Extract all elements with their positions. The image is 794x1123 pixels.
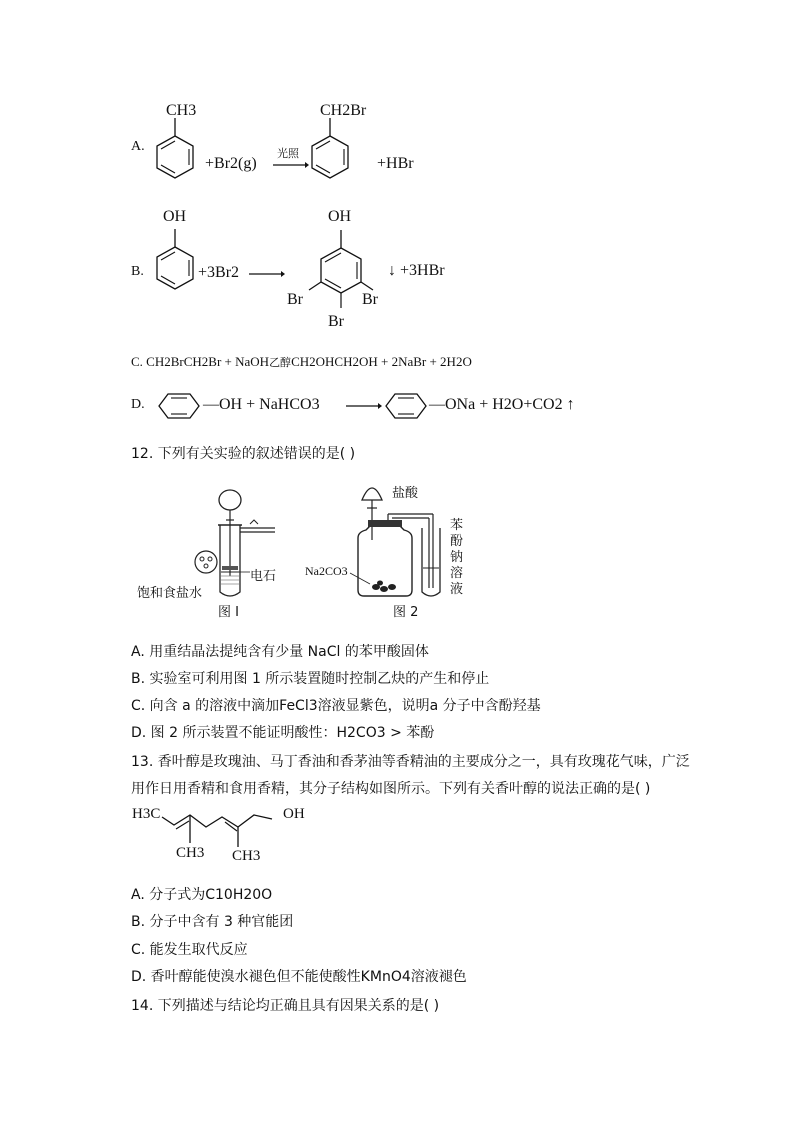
q13-option-d: D. 香叶醇能使溴水褪色但不能使酸性KMnO4溶液褪色: [131, 969, 467, 985]
tribromophenol-br-right: Br: [362, 291, 378, 308]
option-a-letter: A.: [131, 139, 145, 154]
phenol-structure: [150, 225, 200, 305]
option-d-left: —OH + NaHCO3: [203, 396, 320, 413]
q13-option-c: C. 能发生取代反应: [131, 942, 248, 958]
q13-stem-line-1: 13. 香叶醇是玫瑰油、马丁香油和香茅油等香精油的主要成分之一，具有玫瑰花气味，广泛: [131, 754, 690, 770]
fig2-acid-label: 盐酸: [392, 486, 419, 501]
option-b-arrow: [249, 269, 285, 279]
option-b-reagent: +3Br2: [198, 264, 240, 281]
q12-option-b: B. 实验室可利用图 1 所示装置随时控制乙炔的产生和停止: [131, 671, 490, 687]
toluene-structure: [150, 108, 200, 193]
option-c-condition: 乙醇: [269, 356, 292, 369]
fig2-phenoxide-char-4: 溶: [450, 566, 464, 581]
geraniol-h3c-label: H3C: [132, 806, 161, 822]
fig1-caption: 图 I: [218, 605, 239, 620]
q13-option-b: B. 分子中含有 3 种官能团: [131, 914, 294, 930]
option-d-arrow: [346, 401, 382, 411]
tribromophenol-br-left: Br: [287, 291, 303, 308]
option-b-letter: B.: [131, 264, 144, 279]
tribromophenol-oh-label: OH: [328, 208, 352, 225]
geraniol-ch3-a-label: CH3: [176, 845, 205, 861]
fig2-phenoxide-char-3: 钠: [450, 550, 464, 565]
option-a-reagent: +Br2(g): [205, 155, 257, 172]
fig2-phenoxide-char-1: 苯: [450, 518, 464, 533]
fig1-brine-label: 饱和食盐水: [137, 586, 203, 601]
option-d-letter: D.: [131, 397, 145, 412]
fig1-carbide-label: 电石: [250, 569, 277, 584]
option-a-byproduct: +HBr: [377, 155, 414, 172]
phenoxide-ring-d: [384, 392, 428, 420]
option-b-byproduct: ↓ +3HBr: [388, 262, 445, 279]
option-c-letter: C.: [131, 354, 143, 369]
option-d-right: —ONa + H2O+CO2 ↑: [429, 396, 575, 413]
geraniol-ch3-b-label: CH3: [232, 848, 261, 864]
option-c-line: [131, 354, 472, 370]
option-a-arrow: [273, 160, 309, 170]
tribromophenol-br-bottom: Br: [328, 313, 344, 330]
option-a-condition: 光照: [277, 147, 299, 160]
q12-option-a: A. 用重结晶法提纯含有少量 NaCl 的苯甲酸固体: [131, 644, 429, 660]
phenol-ring-d: [157, 392, 201, 420]
benzyl-bromide-structure: [305, 108, 355, 193]
q12-option-c: C. 向含 a 的溶液中滴加FeCl3溶液显紫色，说明a 分子中含酚羟基: [131, 698, 541, 714]
q14-stem: 14. 下列描述与结论均正确且具有因果关系的是( ): [131, 998, 440, 1014]
benzyl-ch2br-label: CH2Br: [320, 102, 367, 119]
q13-option-a: A. 分子式为C10H20O: [131, 887, 273, 903]
phenol-oh-label: OH: [163, 208, 187, 225]
geraniol-oh-label: OH: [283, 806, 305, 822]
fig2-phenoxide-char-5: 液: [450, 582, 464, 597]
option-c-products: CH2OHCH2OH + 2NaBr + 2H2O: [291, 354, 472, 369]
q12-stem: 12. 下列有关实验的叙述错误的是( ): [131, 446, 356, 462]
option-c-reactants: CH2BrCH2Br + NaOH: [146, 354, 270, 369]
toluene-ch3-label: CH3: [166, 102, 197, 119]
fig2-na2co3-label: Na2CO3: [305, 564, 348, 578]
fig2-caption: 图 2: [393, 605, 419, 620]
fig2-phenoxide-char-2: 酚: [450, 534, 464, 549]
q12-option-d: D. 图 2 所示装置不能证明酸性：H2CO3 > 苯酚: [131, 725, 435, 741]
fig2-phenoxide-label: [450, 518, 464, 598]
q13-stem-line-2: 用作日用香精和食用香精，其分子结构如图所示。下列有关香叶醇的说法正确的是( ): [131, 781, 651, 797]
